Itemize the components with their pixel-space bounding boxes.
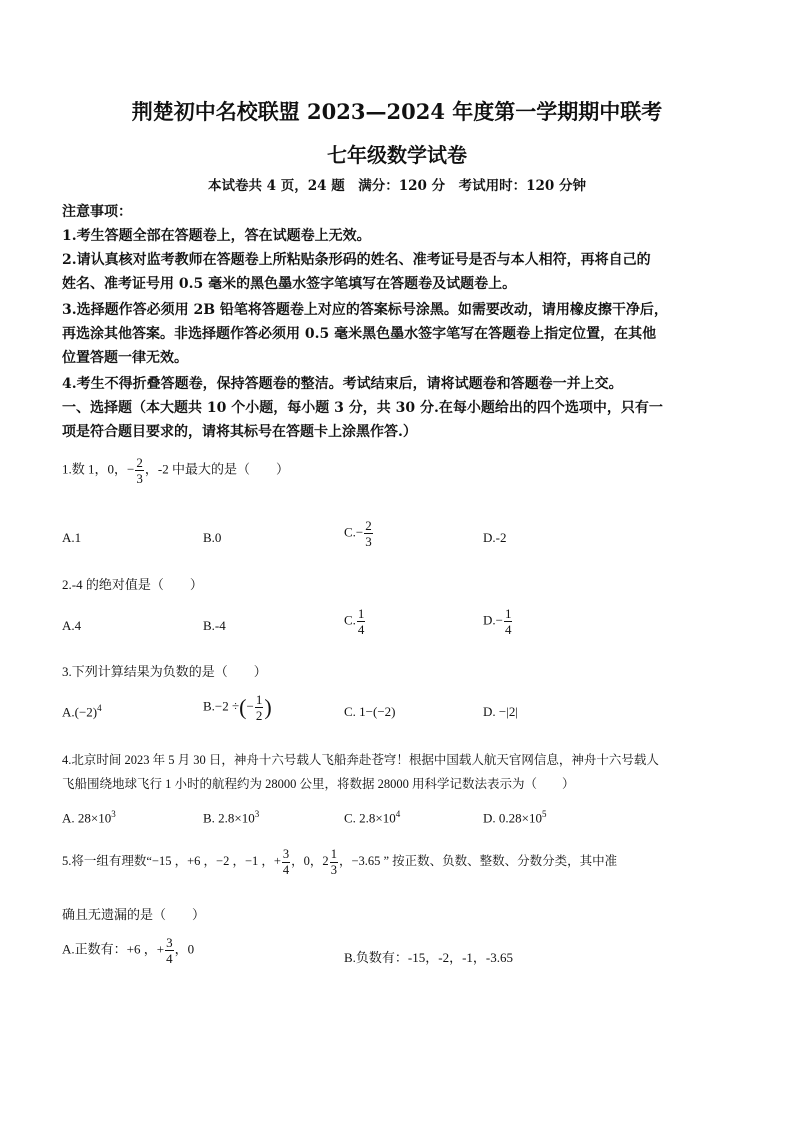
- q2-option-a: A.4: [62, 618, 82, 633]
- q2-option-b: B.-4: [203, 618, 226, 633]
- question-2-stem: 2.-4 的绝对值是（ ）: [62, 577, 203, 592]
- note-2-line-2: 姓名、准考证号用 0.5 毫米的黑色墨水签字笔填写在答题卷及试题卷上。: [62, 276, 517, 292]
- page-title: 荆楚初中名校联盟 2023—2024 年度第一学期期中联考: [131, 99, 663, 124]
- question-4-line-1: 4.北京时间 2023 年 5 月 30 日，神舟十六号载人飞船奔赴苍穹！根据中国载人航天官网信息，神舟十六号载人: [62, 753, 659, 767]
- note-2-line-1: 2.请认真核对监考教师在答题卷上所粘贴条形码的姓名、准考证号是否与本人相符，再将自己的: [62, 252, 651, 268]
- q5-option-b: B.负数有：-15，-2，-1，-3.65: [344, 950, 513, 965]
- note-3-line-1: 3.选择题作答必须用 2B 铅笔将答题卷上对应的答案标号涂黑。如需要改动，请用橡皮擦干净后，: [62, 302, 668, 318]
- q4-option-c: C. $2.8\times 10^4$: [344, 809, 401, 826]
- question-4-line-2: 飞船围绕地球飞行 1 小时的航程约为 28000 公里，将数据 28000 用科学记数法表示为（ ）: [62, 777, 575, 791]
- q1-option-a: A.1: [62, 530, 82, 545]
- note-4: 4.考生不得折叠答题卷，保持答题卷的整洁。考试结束后，请将试题卷和答题卷一并上交。: [62, 376, 623, 392]
- question-5-line-2: 确且无遗漏的是（ ）: [62, 907, 206, 922]
- notes-heading: 注意事项：: [62, 204, 132, 220]
- exam-info: 本试卷共 4 页，24 题 满分：120 分 考试用时：120 分钟: [207, 178, 587, 194]
- q4-option-d: D. $0.28\times 10^5$: [483, 809, 547, 826]
- fraction: $\frac{2}{3}$: [136, 455, 143, 486]
- q1-option-d: D.-2: [483, 530, 507, 545]
- section-1-line-1: 一、选择题（本大题共 10 个小题，每小题 3 分，共 30 分.在每小题给出的四个选项中，只有一: [62, 400, 663, 416]
- q4-option-b: B. $2.8\times 10^3$: [203, 809, 260, 826]
- question-1-stem: 1.数 1，0，− $\frac{2}{3}$ ，-2 中最大的是（ ）: [62, 455, 289, 486]
- note-1: 1.考生答题全部在答题卷上，答在试题卷上无效。: [62, 228, 371, 244]
- q3-option-d: D. −|2|: [483, 704, 518, 719]
- page-subtitle: 七年级数学试卷: [327, 143, 467, 167]
- q2-option-d: D.− $\frac{1}{4}$: [483, 606, 512, 637]
- q5-option-a: A.正数有：+6 ，+ $\frac{3}{4}$ ，0: [62, 935, 195, 966]
- q1-option-c: C.− $\frac{2}{3}$: [344, 518, 372, 549]
- q3-option-b: B.−2 ÷(− $\frac{1}{2}$ ): [203, 692, 272, 723]
- q3-option-c: C. 1−(−2): [344, 704, 396, 719]
- q2-option-c: C. $\frac{1}{4}$: [344, 606, 365, 637]
- q4-option-a: A. $28\times 10^3$: [62, 809, 116, 826]
- section-1-line-2: 项是符合题目要求的，请将其标号在答题卡上涂黑作答.）: [62, 424, 417, 440]
- question-5-line-1: 5.将一组有理数“−15 ，+6 ，−2 ，−1 ，+ $\frac{3}{4}$ ，0，2 $\frac{1}{3}$ ，−3.65 ” 按正数、负数、整数、分数分类，其中准: [62, 847, 618, 877]
- q1-option-b: B.0: [203, 530, 222, 545]
- note-3-line-2: 再选涂其他答案。非选择题作答必须用 0.5 毫米黑色墨水签字笔写在答题卷上指定位置，在其他: [62, 326, 657, 342]
- question-3-stem: 3.下列计算结果为负数的是（ ）: [62, 664, 267, 679]
- note-3-line-3: 位置答题一律无效。: [62, 350, 188, 366]
- q3-option-a: $A.(-2)^4$: [62, 703, 102, 720]
